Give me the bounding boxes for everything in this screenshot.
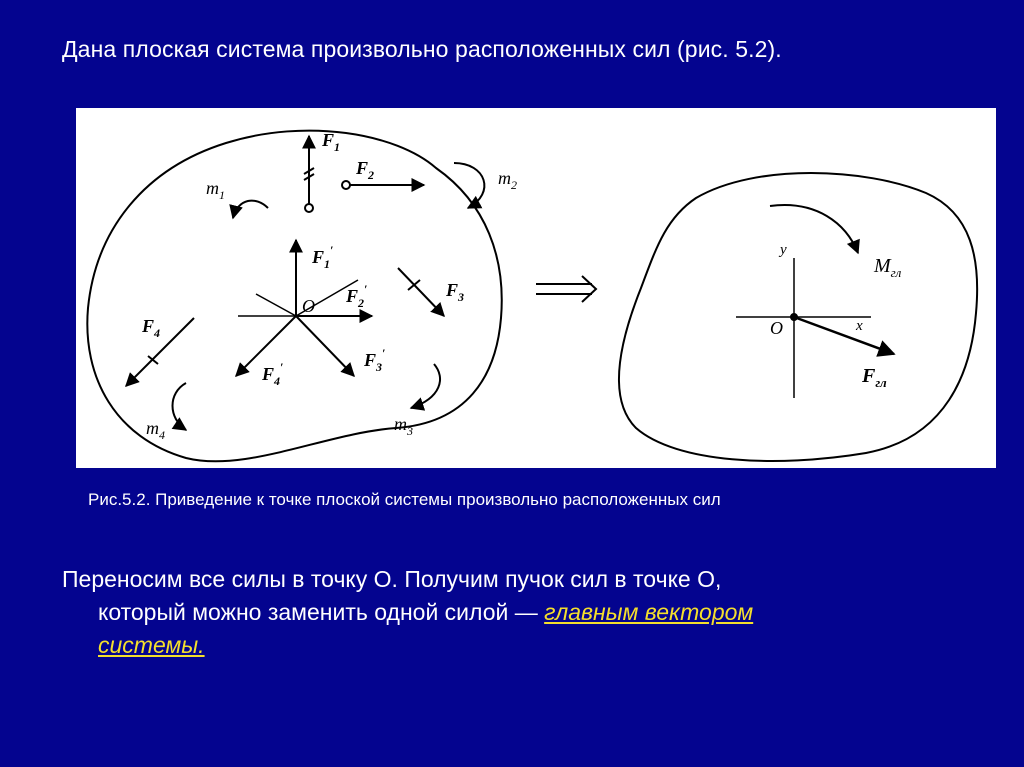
implies-arrow-head [582,276,596,302]
label-m3: m [394,414,407,434]
moment-m1-arc [233,201,268,218]
label-o-left: O [302,296,315,316]
force-f3p-line [296,316,354,376]
force-main-vector [794,317,894,354]
svg-text:F2′: $F_2'$ [346,282,368,310]
moment-m2-arc [454,163,484,208]
svg-text:Mгл: $M_{гл}$ [874,255,902,280]
label-m-main: M [874,255,891,277]
label-m1: m [206,178,219,198]
label-f1: F [322,130,335,150]
body-line-2-text: который можно заменить одной силой — [98,599,545,625]
body-line-2 [62,596,962,629]
moment-m4-arc [173,383,187,430]
left-body-contour [87,131,501,462]
svg-text:m3: $m_3$ [394,414,413,438]
force-f3-line [398,268,444,316]
label-f3: F [446,280,459,300]
label-x: x [856,318,863,334]
force-reduction-diagram [76,108,996,468]
body-line-1: Переносим все силы в точку О. Получим пучок сил в точке О, [62,566,722,592]
svg-text:m1: $m_1$ [206,178,225,202]
slide-title: Дана плоская система произвольно расположенных сил (рис. 5.2). [62,36,782,62]
svg-text:F4: $F_4$ [142,316,161,340]
svg-text:F1: $F_1$ [322,130,341,154]
moment-m3-arc [411,364,440,408]
term-system: системы. [98,632,205,658]
svg-text:m2: $m_2$ [498,168,517,192]
ray-upper-left [256,294,296,316]
label-f2: F [356,158,369,178]
label-o-right: O [770,318,783,338]
body-line-3 [62,629,962,662]
label-m2: m [498,168,511,188]
svg-text:F3: $F_3$ [446,280,465,304]
label-m4: m [146,418,159,438]
svg-text:F4′: $F_4'$ [262,360,284,388]
label-f-main: F [862,365,876,387]
figure-5-2 [76,108,996,468]
force-f1-point [305,204,313,212]
label-y: y [780,242,787,258]
term-main-vector: главным вектором [544,599,754,625]
svg-text:F1′: $F_1'$ [312,243,334,271]
svg-text:m4: $m_4$ [146,418,165,442]
body-paragraph [62,563,962,662]
svg-text:Fгл: $F_{гл}$ [862,365,887,390]
svg-text:F3′: $F_3'$ [364,346,386,374]
label-f3-prime: F [364,350,377,370]
svg-text:F2: $F_2$ [356,158,375,182]
figure-caption: Рис.5.2. Приведение к точке плоской системы произвольно расположенных сил [88,490,721,509]
label-f2-prime: F [346,286,359,306]
label-f4-prime: F [262,364,275,384]
label-f4: F [142,316,155,336]
force-f2-point [342,181,350,189]
label-f1-prime: F [312,247,325,267]
